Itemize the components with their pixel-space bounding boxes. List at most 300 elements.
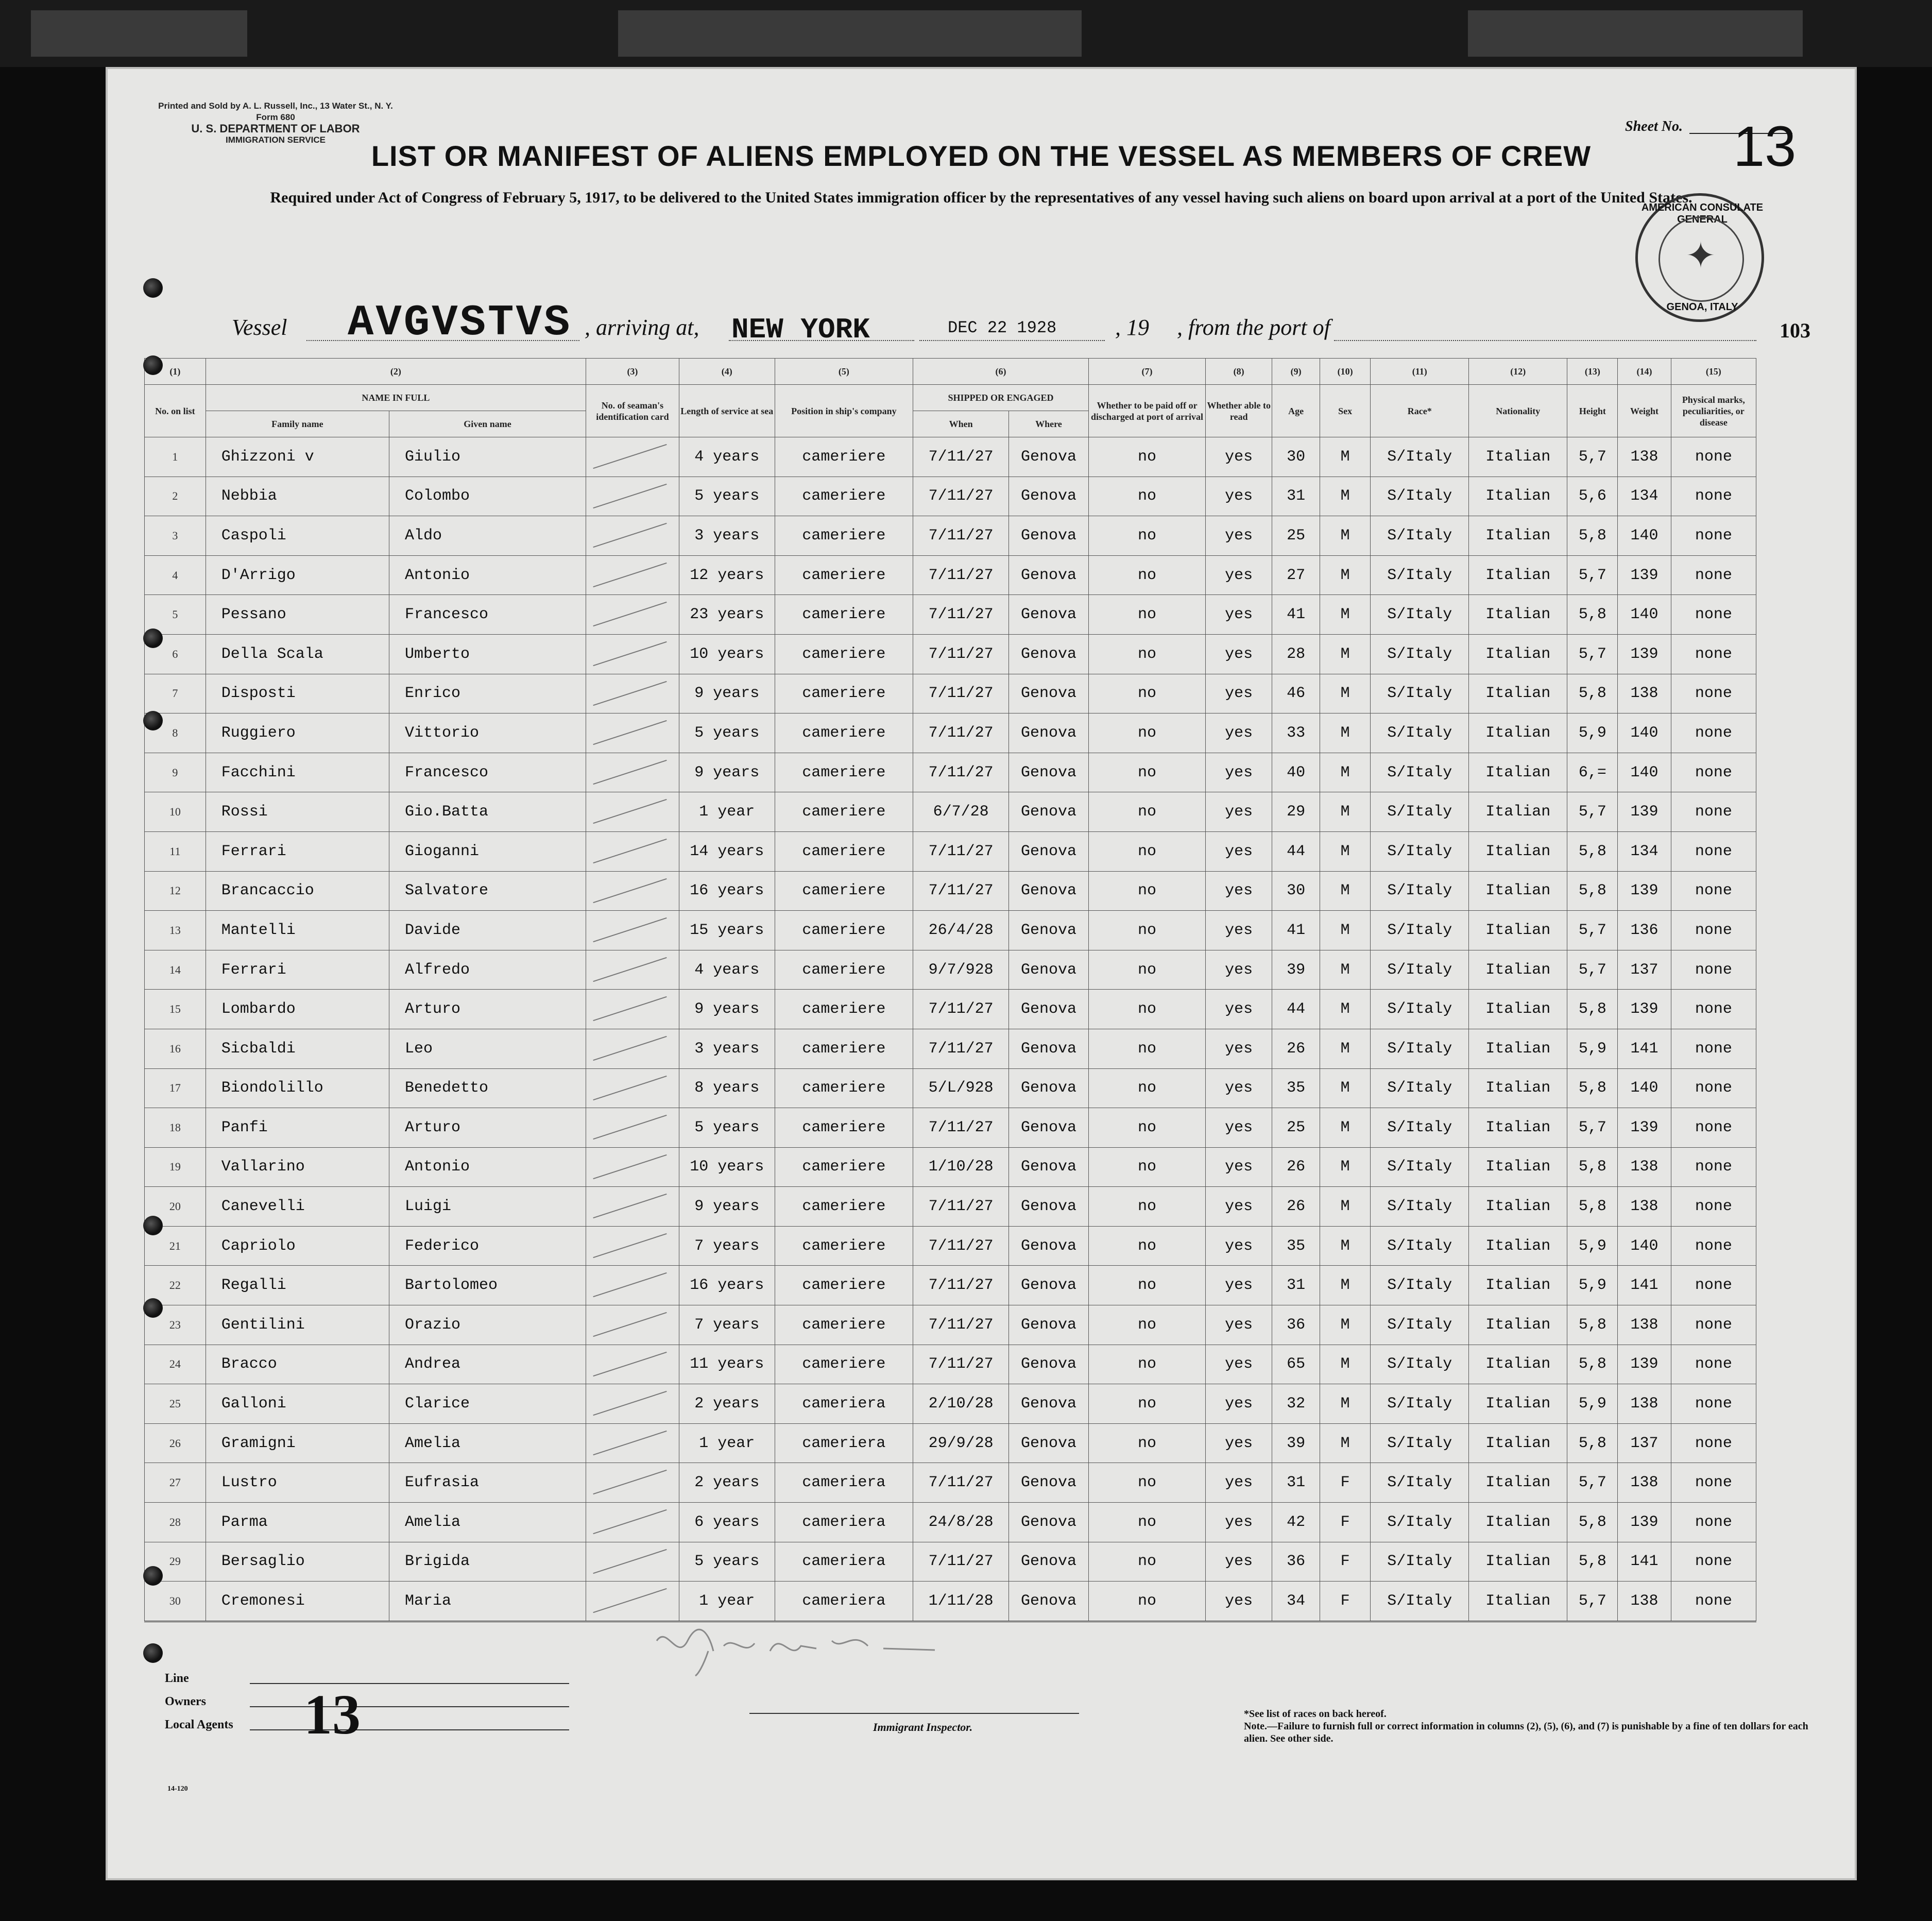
able-to-read: yes	[1206, 753, 1272, 792]
check-mark	[593, 1391, 666, 1416]
length-of-service: 3 years	[679, 516, 775, 556]
physical-marks: none	[1671, 477, 1756, 516]
position: cameriere	[775, 911, 913, 950]
row-number: 23	[145, 1305, 206, 1345]
sex: M	[1320, 555, 1371, 595]
height: 5,6	[1567, 477, 1618, 516]
table-row	[145, 1305, 1756, 1345]
race: S/Italy	[1371, 516, 1469, 556]
age: 44	[1272, 990, 1320, 1029]
shipped-when: 7/11/27	[913, 871, 1009, 911]
row-number: 12	[145, 871, 206, 911]
table-row	[145, 753, 1756, 792]
position: cameriera	[775, 1423, 913, 1463]
owners-field	[250, 1706, 569, 1707]
age: 28	[1272, 634, 1320, 674]
height: 5,8	[1567, 1503, 1618, 1542]
race: S/Italy	[1371, 1147, 1469, 1187]
paid-off: no	[1088, 950, 1205, 990]
weight: 141	[1618, 1029, 1671, 1068]
age: 26	[1272, 1147, 1320, 1187]
age: 44	[1272, 831, 1320, 871]
id-card-cell	[586, 1226, 679, 1266]
physical-marks: none	[1671, 1384, 1756, 1424]
age: 25	[1272, 516, 1320, 556]
col-num: (5)	[775, 359, 913, 385]
given-name: Antonio	[389, 555, 586, 595]
check-mark	[593, 444, 666, 469]
col-num: (6)	[913, 359, 1089, 385]
height: 5,8	[1567, 1068, 1618, 1108]
position: cameriere	[775, 1187, 913, 1227]
id-card-cell	[586, 555, 679, 595]
given-name: Francesco	[389, 753, 586, 792]
row-number: 5	[145, 595, 206, 635]
row-number: 11	[145, 831, 206, 871]
header-nationality: Nationality	[1469, 385, 1567, 437]
nationality: Italian	[1469, 1384, 1567, 1424]
table-row	[145, 713, 1756, 753]
paid-off: no	[1088, 437, 1205, 477]
service: IMMIGRATION SERVICE	[226, 135, 326, 145]
physical-marks: none	[1671, 1423, 1756, 1463]
length-of-service: 9 years	[679, 990, 775, 1029]
check-mark	[593, 483, 666, 508]
check-mark	[593, 957, 666, 982]
page-subtitle: Required under Act of Congress of February 5, 1917, to be delivered to the United States immigration officer by the representatives of any vessel having such aliens on board upon arrival at a port of the United States.	[270, 189, 1692, 206]
race: S/Italy	[1371, 1384, 1469, 1424]
length-of-service: 2 years	[679, 1463, 775, 1503]
height: 5,7	[1567, 792, 1618, 832]
race: S/Italy	[1371, 792, 1469, 832]
family-name: Ruggiero	[206, 713, 389, 753]
age: 34	[1272, 1582, 1320, 1622]
weight: 141	[1618, 1542, 1671, 1582]
able-to-read: yes	[1206, 1147, 1272, 1187]
shipped-when: 1/11/28	[913, 1582, 1009, 1622]
crew-manifest-table	[144, 358, 1756, 1622]
shipped-when: 7/11/27	[913, 1305, 1009, 1345]
shipped-where: Genova	[1009, 831, 1089, 871]
sheet-no-value: 13	[1733, 115, 1797, 178]
nationality: Italian	[1469, 1582, 1567, 1622]
row-number: 28	[145, 1503, 206, 1542]
header-position: Position in ship's company	[775, 385, 913, 437]
position: cameriere	[775, 1147, 913, 1187]
length-of-service: 9 years	[679, 674, 775, 713]
age: 25	[1272, 1108, 1320, 1148]
vessel-row	[106, 288, 1857, 348]
physical-marks: none	[1671, 1345, 1756, 1384]
length-of-service: 3 years	[679, 1029, 775, 1068]
id-card-cell	[586, 1305, 679, 1345]
height: 5,9	[1567, 1266, 1618, 1305]
shipped-when: 2/10/28	[913, 1384, 1009, 1424]
race: S/Italy	[1371, 1423, 1469, 1463]
check-mark	[593, 1075, 666, 1100]
from-port-line	[1334, 340, 1756, 341]
shipped-where: Genova	[1009, 1187, 1089, 1227]
family-name: Nebbia	[206, 477, 389, 516]
row-number: 15	[145, 990, 206, 1029]
id-card-cell	[586, 674, 679, 713]
physical-marks: none	[1671, 753, 1756, 792]
physical-marks: none	[1671, 871, 1756, 911]
header-when: When	[913, 411, 1009, 437]
id-card-cell	[586, 1384, 679, 1424]
header-able-read: Whether able to read	[1206, 385, 1272, 437]
id-card-cell	[586, 1068, 679, 1108]
table-row	[145, 1582, 1756, 1622]
year-label: , 19	[1115, 315, 1149, 340]
check-mark	[593, 523, 666, 548]
race: S/Italy	[1371, 1463, 1469, 1503]
position: cameriere	[775, 555, 913, 595]
nationality: Italian	[1469, 1226, 1567, 1266]
row-number: 22	[145, 1266, 206, 1305]
header-height: Height	[1567, 385, 1618, 437]
physical-marks: none	[1671, 831, 1756, 871]
nationality: Italian	[1469, 1542, 1567, 1582]
family-name: Vallarino	[206, 1147, 389, 1187]
sex: F	[1320, 1463, 1371, 1503]
height: 5,8	[1567, 1423, 1618, 1463]
id-card-cell	[586, 595, 679, 635]
header-no-on-list: No. on list	[145, 385, 206, 437]
able-to-read: yes	[1206, 1582, 1272, 1622]
age: 27	[1272, 555, 1320, 595]
check-mark	[593, 996, 666, 1021]
age: 46	[1272, 674, 1320, 713]
form-code: 14-120	[167, 1785, 188, 1793]
nationality: Italian	[1469, 1503, 1567, 1542]
age: 41	[1272, 911, 1320, 950]
family-name: Caspoli	[206, 516, 389, 556]
shipped-when: 7/11/27	[913, 831, 1009, 871]
table-row	[145, 950, 1756, 990]
row-number: 19	[145, 1147, 206, 1187]
nationality: Italian	[1469, 1187, 1567, 1227]
nationality: Italian	[1469, 634, 1567, 674]
header-name-in-full: NAME IN FULL	[206, 385, 586, 411]
position: cameriere	[775, 674, 913, 713]
vessel-name: AVGVSTVS	[348, 299, 572, 348]
binder-hole	[143, 278, 163, 298]
physical-marks: none	[1671, 911, 1756, 950]
able-to-read: yes	[1206, 831, 1272, 871]
position: cameriera	[775, 1384, 913, 1424]
binder-hole	[143, 711, 163, 730]
able-to-read: yes	[1206, 713, 1272, 753]
id-card-cell	[586, 634, 679, 674]
table-row	[145, 1345, 1756, 1384]
weight: 138	[1618, 1463, 1671, 1503]
printer-line: Printed and Sold by A. L. Russell, Inc., 13 Water St., N. Y.	[158, 101, 393, 111]
row-number: 8	[145, 713, 206, 753]
sex: M	[1320, 1423, 1371, 1463]
seal-text-top: AMERICAN CONSULATE GENERAL	[1641, 202, 1764, 225]
age: 65	[1272, 1345, 1320, 1384]
weight: 138	[1618, 1147, 1671, 1187]
row-number: 4	[145, 555, 206, 595]
race: S/Italy	[1371, 1068, 1469, 1108]
shipped-when: 7/11/27	[913, 634, 1009, 674]
able-to-read: yes	[1206, 792, 1272, 832]
table-row	[145, 1542, 1756, 1582]
able-to-read: yes	[1206, 911, 1272, 950]
shipped-when: 7/11/27	[913, 674, 1009, 713]
weight: 134	[1618, 477, 1671, 516]
family-name: Ferrari	[206, 950, 389, 990]
family-name: Canevelli	[206, 1187, 389, 1227]
shipped-when: 7/11/27	[913, 555, 1009, 595]
seal-text-bottom: GENOA, ITALY	[1666, 301, 1738, 313]
position: cameriere	[775, 713, 913, 753]
shipped-where: Genova	[1009, 1266, 1089, 1305]
paid-off: no	[1088, 1582, 1205, 1622]
nationality: Italian	[1469, 1266, 1567, 1305]
physical-marks: none	[1671, 595, 1756, 635]
race: S/Italy	[1371, 1108, 1469, 1148]
id-card-cell	[586, 950, 679, 990]
check-mark	[593, 1312, 666, 1337]
sex: M	[1320, 753, 1371, 792]
family-name: Della Scala	[206, 634, 389, 674]
height: 5,7	[1567, 1582, 1618, 1622]
table-row	[145, 1463, 1756, 1503]
length-of-service: 9 years	[679, 753, 775, 792]
id-card-cell	[586, 792, 679, 832]
length-of-service: 4 years	[679, 437, 775, 477]
age: 36	[1272, 1542, 1320, 1582]
shipped-where: Genova	[1009, 911, 1089, 950]
header-where: Where	[1009, 411, 1089, 437]
position: cameriera	[775, 1582, 913, 1622]
physical-marks: none	[1671, 1266, 1756, 1305]
table-row	[145, 1147, 1756, 1187]
age: 39	[1272, 1423, 1320, 1463]
race: S/Italy	[1371, 555, 1469, 595]
position: cameriere	[775, 437, 913, 477]
height: 5,8	[1567, 831, 1618, 871]
binder-hole	[143, 1643, 163, 1663]
given-name: Umberto	[389, 634, 586, 674]
shipped-where: Genova	[1009, 1305, 1089, 1345]
race: S/Italy	[1371, 1029, 1469, 1068]
header-race: Race*	[1371, 385, 1469, 437]
sex: F	[1320, 1503, 1371, 1542]
length-of-service: 10 years	[679, 1147, 775, 1187]
length-of-service: 5 years	[679, 713, 775, 753]
id-card-cell	[586, 1108, 679, 1148]
physical-marks: none	[1671, 713, 1756, 753]
given-name: Gioganni	[389, 831, 586, 871]
check-mark	[593, 1233, 666, 1258]
given-name: Giulio	[389, 437, 586, 477]
given-name: Brigida	[389, 1542, 586, 1582]
paid-off: no	[1088, 1345, 1205, 1384]
able-to-read: yes	[1206, 555, 1272, 595]
row-number: 7	[145, 674, 206, 713]
footer	[106, 1672, 1857, 1826]
header-sex: Sex	[1320, 385, 1371, 437]
sex: M	[1320, 674, 1371, 713]
race: S/Italy	[1371, 990, 1469, 1029]
given-name: Arturo	[389, 990, 586, 1029]
able-to-read: yes	[1206, 634, 1272, 674]
position: cameriere	[775, 831, 913, 871]
shipped-when: 24/8/28	[913, 1503, 1009, 1542]
position: cameriera	[775, 1503, 913, 1542]
age: 30	[1272, 437, 1320, 477]
race: S/Italy	[1371, 1305, 1469, 1345]
paid-off: no	[1088, 1266, 1205, 1305]
table-row	[145, 437, 1756, 477]
race: S/Italy	[1371, 950, 1469, 990]
family-name: Facchini	[206, 753, 389, 792]
nationality: Italian	[1469, 516, 1567, 556]
check-mark	[593, 1352, 666, 1376]
table-row	[145, 911, 1756, 950]
paid-off: no	[1088, 713, 1205, 753]
weight: 140	[1618, 516, 1671, 556]
check-mark	[593, 1470, 666, 1494]
given-name: Colombo	[389, 477, 586, 516]
physical-marks: none	[1671, 1542, 1756, 1582]
header-marks: Physical marks, peculiarities, or disease	[1671, 385, 1756, 437]
height: 5,8	[1567, 516, 1618, 556]
nationality: Italian	[1469, 1108, 1567, 1148]
physical-marks: none	[1671, 674, 1756, 713]
paid-off: no	[1088, 1305, 1205, 1345]
age: 39	[1272, 950, 1320, 990]
header-length-service: Length of service at sea	[679, 385, 775, 437]
row-number: 18	[145, 1108, 206, 1148]
family-name: D'Arrigo	[206, 555, 389, 595]
paid-off: no	[1088, 595, 1205, 635]
able-to-read: yes	[1206, 1266, 1272, 1305]
weight: 139	[1618, 792, 1671, 832]
physical-marks: none	[1671, 1463, 1756, 1503]
col-num: (2)	[206, 359, 586, 385]
manifest-page	[106, 67, 1857, 1880]
sex: M	[1320, 595, 1371, 635]
family-name: Rossi	[206, 792, 389, 832]
sex: M	[1320, 1068, 1371, 1108]
inspector-label: Immigrant Inspector.	[873, 1721, 973, 1733]
shipped-where: Genova	[1009, 1068, 1089, 1108]
nationality: Italian	[1469, 674, 1567, 713]
paid-off: no	[1088, 1226, 1205, 1266]
given-name: Alfredo	[389, 950, 586, 990]
physical-marks: none	[1671, 634, 1756, 674]
table-row	[145, 1266, 1756, 1305]
col-num: (10)	[1320, 359, 1371, 385]
length-of-service: 1 year	[679, 792, 775, 832]
physical-marks: none	[1671, 1582, 1756, 1622]
id-card-cell	[586, 753, 679, 792]
given-name: Maria	[389, 1582, 586, 1622]
check-mark	[593, 641, 666, 666]
col-num: (13)	[1567, 359, 1618, 385]
physical-marks: none	[1671, 437, 1756, 477]
shipped-where: Genova	[1009, 1542, 1089, 1582]
penalty-note: Note.—Failure to furnish full or correct information in columns (2), (5), (6), and (7) is punishable by a fine of ten dollars for each alien. See other side.	[1244, 1721, 1808, 1744]
family-name: Galloni	[206, 1384, 389, 1424]
able-to-read: yes	[1206, 1108, 1272, 1148]
nationality: Italian	[1469, 1029, 1567, 1068]
weight: 140	[1618, 753, 1671, 792]
id-card-cell	[586, 1147, 679, 1187]
header-family-name: Family name	[206, 411, 389, 437]
length-of-service: 4 years	[679, 950, 775, 990]
length-of-service: 1 year	[679, 1582, 775, 1622]
height: 5,8	[1567, 1345, 1618, 1384]
id-card-cell	[586, 990, 679, 1029]
able-to-read: yes	[1206, 1187, 1272, 1227]
position: cameriere	[775, 990, 913, 1029]
position: cameriere	[775, 516, 913, 556]
table-row	[145, 1108, 1756, 1148]
paid-off: no	[1088, 1029, 1205, 1068]
id-card-cell	[586, 1266, 679, 1305]
given-name: Arturo	[389, 1108, 586, 1148]
table-row	[145, 634, 1756, 674]
length-of-service: 15 years	[679, 911, 775, 950]
given-name: Eufrasia	[389, 1463, 586, 1503]
family-name: Ferrari	[206, 831, 389, 871]
check-mark	[593, 839, 666, 863]
header-shipped: SHIPPED OR ENGAGED	[913, 385, 1089, 411]
length-of-service: 10 years	[679, 634, 775, 674]
shipped-where: Genova	[1009, 477, 1089, 516]
shipped-when: 7/11/27	[913, 516, 1009, 556]
sheet-no-label: Sheet No.	[1625, 118, 1683, 134]
header-paid-off: Whether to be paid off or discharged at port of arrival	[1088, 385, 1205, 437]
shipped-when: 26/4/28	[913, 911, 1009, 950]
shipped-where: Genova	[1009, 713, 1089, 753]
nationality: Italian	[1469, 1068, 1567, 1108]
weight: 139	[1618, 555, 1671, 595]
footer-note	[1244, 1708, 1810, 1745]
length-of-service: 23 years	[679, 595, 775, 635]
age: 35	[1272, 1226, 1320, 1266]
shipped-when: 7/11/27	[913, 1108, 1009, 1148]
race: S/Italy	[1371, 1582, 1469, 1622]
shipped-when: 7/11/27	[913, 1266, 1009, 1305]
id-card-cell	[586, 831, 679, 871]
check-mark	[593, 917, 666, 942]
row-number: 29	[145, 1542, 206, 1582]
nationality: Italian	[1469, 792, 1567, 832]
shipped-where: Genova	[1009, 1503, 1089, 1542]
physical-marks: none	[1671, 1068, 1756, 1108]
family-name: Lombardo	[206, 990, 389, 1029]
id-card-cell	[586, 871, 679, 911]
shipped-when: 9/7/928	[913, 950, 1009, 990]
row-number: 26	[145, 1423, 206, 1463]
paid-off: no	[1088, 1384, 1205, 1424]
id-card-cell	[586, 1345, 679, 1384]
weight: 137	[1618, 1423, 1671, 1463]
weight: 139	[1618, 1345, 1671, 1384]
paid-off: no	[1088, 1463, 1205, 1503]
inspector-signature-line	[749, 1713, 1079, 1714]
weight: 141	[1618, 1266, 1671, 1305]
family-name: Gentilini	[206, 1305, 389, 1345]
height: 5,7	[1567, 1463, 1618, 1503]
shipped-where: Genova	[1009, 990, 1089, 1029]
